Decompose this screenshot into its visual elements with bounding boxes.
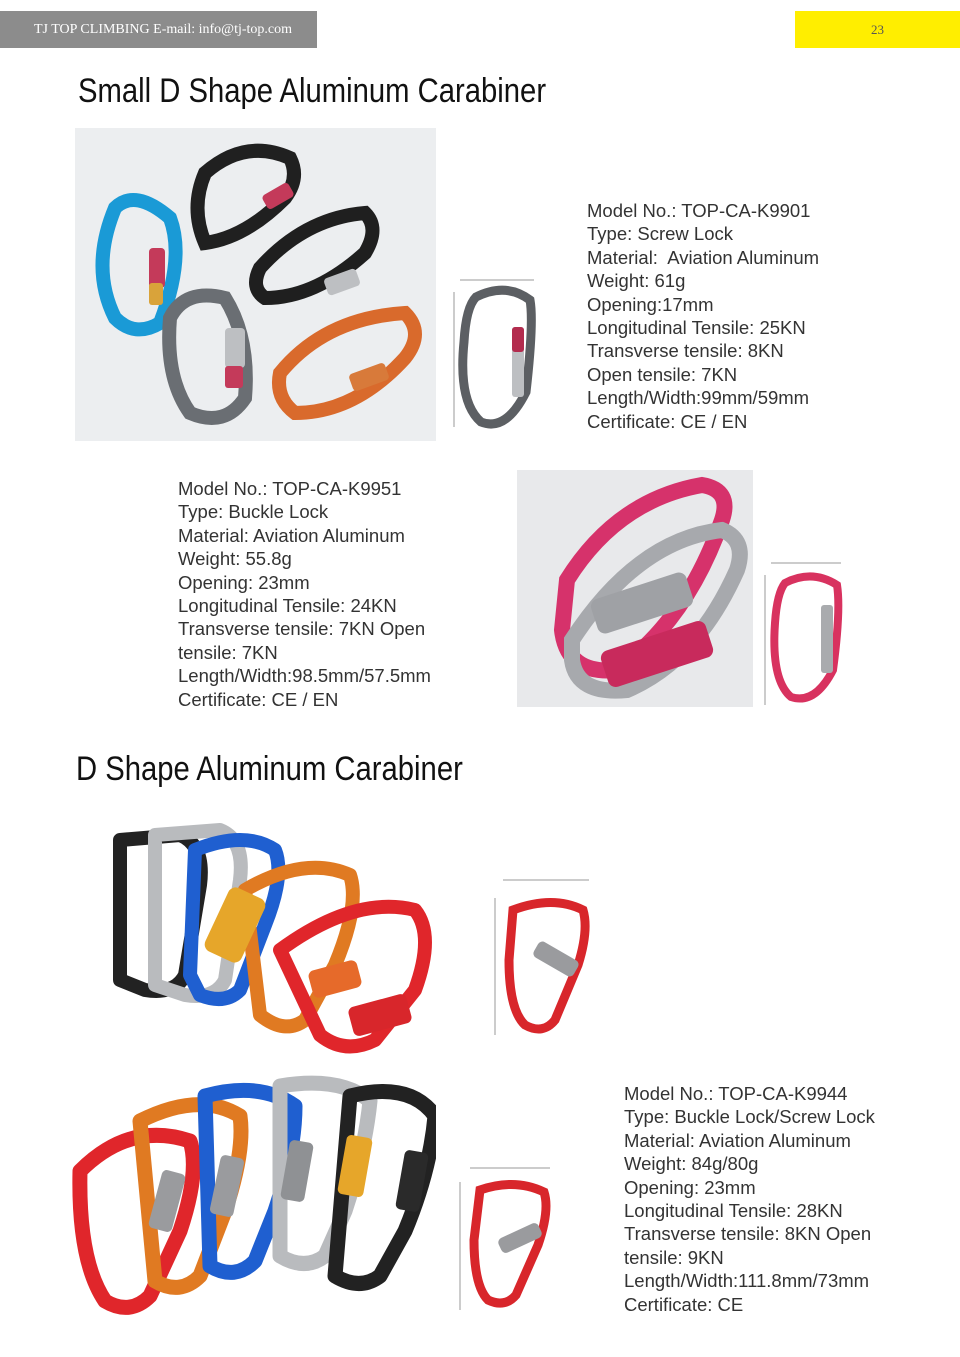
section-title-small-d: Small D Shape Aluminum Carabiner xyxy=(78,72,547,110)
spec-line: Length/Width:98.5mm/57.5mm xyxy=(178,665,431,687)
product-photo-k9951 xyxy=(517,470,753,707)
spec-line: Weight: 61g xyxy=(587,270,686,292)
spec-line: Transverse tensile: 7KN Open xyxy=(178,618,426,640)
dimension-diagram-d-shape-group xyxy=(483,870,595,1040)
spec-line: Weight: 84g/80g xyxy=(624,1153,759,1175)
spec-line: Weight: 55.8g xyxy=(178,548,292,570)
spec-list-k9944 xyxy=(624,1082,875,1316)
dimension-diagram-k9951 xyxy=(757,555,847,710)
dimension-diagram-k9944 xyxy=(450,1160,558,1320)
spec-line: Transverse tensile: 8KN Open xyxy=(624,1223,872,1245)
spec-line: Length/Width:111.8mm/73mm xyxy=(624,1270,870,1292)
header-company-email: TJ TOP CLIMBING E-mail: info@tj-top.com xyxy=(0,11,317,48)
product-photo-k9901 xyxy=(75,128,436,441)
product-photo-d-shape-group xyxy=(105,815,455,1055)
spec-line: Longitudinal Tensile: 24KN xyxy=(178,595,397,617)
spec-line: Model No.: TOP-CA-K9901 xyxy=(587,200,811,221)
spec-line: Longitudinal Tensile: 25KN xyxy=(587,317,806,339)
spec-line: Open tensile: 7KN xyxy=(587,363,738,385)
spec-line: Type: Buckle Lock/Screw Lock xyxy=(624,1106,875,1128)
spec-list-k9951 xyxy=(178,477,431,711)
spec-line: tensile: 7KN xyxy=(178,641,278,663)
product-photo-k9944 xyxy=(70,1061,436,1321)
page-number: 23 xyxy=(795,11,960,48)
spec-line: Type: Screw Lock xyxy=(587,223,734,245)
spec-line: Certificate: CE / EN xyxy=(587,410,748,432)
spec-line: Material: Aviation Aluminum xyxy=(624,1129,851,1151)
spec-line: Certificate: CE / EN xyxy=(178,688,339,710)
spec-line: Material: Aviation Aluminum xyxy=(587,246,820,268)
spec-list-k9901 xyxy=(587,199,819,433)
spec-line: Model No.: TOP-CA-K9951 xyxy=(178,478,402,499)
spec-line: Opening: 23mm xyxy=(624,1176,756,1198)
spec-line: tensile: 9KN xyxy=(624,1246,724,1268)
section-title-d-shape: D Shape Aluminum Carabiner xyxy=(76,750,463,788)
spec-line: Type: Buckle Lock xyxy=(178,501,329,523)
spec-line: Model No.: TOP-CA-K9944 xyxy=(624,1083,848,1104)
spec-line: Certificate: CE xyxy=(624,1293,744,1315)
spec-line: Transverse tensile: 8KN xyxy=(587,340,784,362)
dimension-diagram-k9901 xyxy=(446,272,542,432)
spec-line: Longitudinal Tensile: 28KN xyxy=(624,1200,843,1222)
spec-line: Opening:17mm xyxy=(587,293,714,315)
spec-line: Opening: 23mm xyxy=(178,571,310,593)
spec-line: Length/Width:99mm/59mm xyxy=(587,387,810,409)
spec-line: Material: Aviation Aluminum xyxy=(178,524,405,546)
